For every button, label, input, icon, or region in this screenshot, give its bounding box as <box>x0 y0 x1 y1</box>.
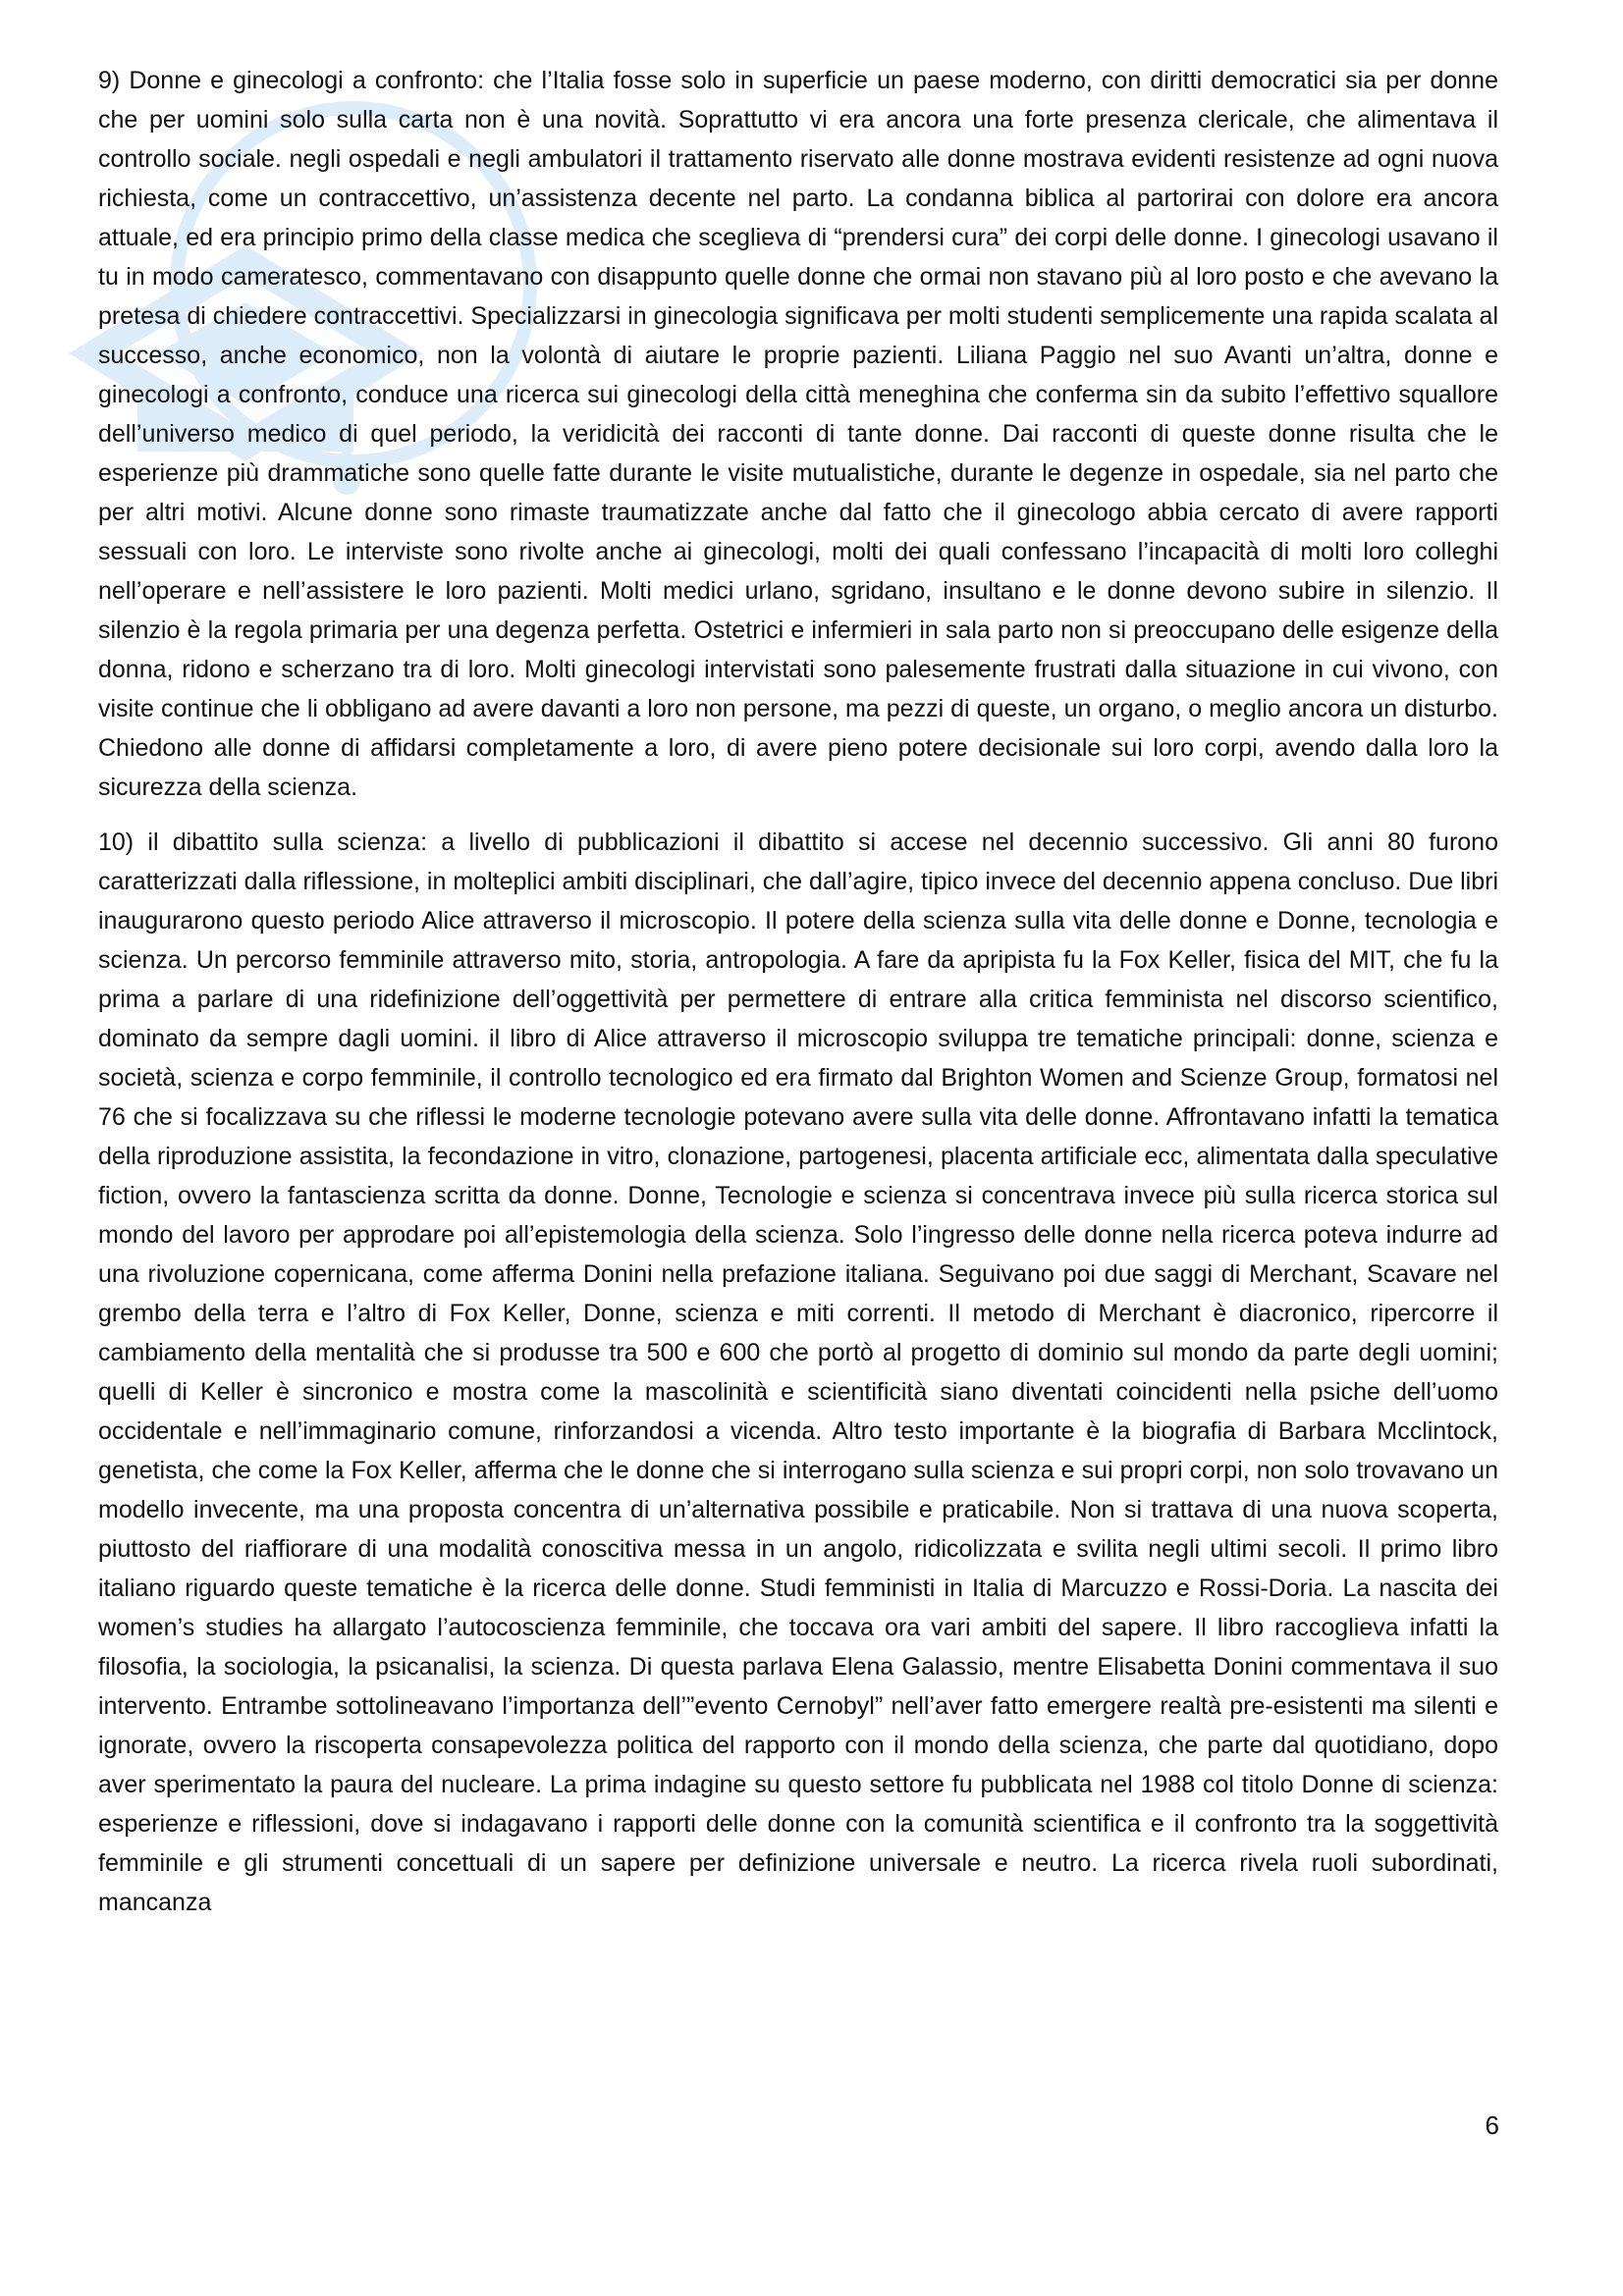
paragraph-10-dibattito-scienza: 10) il dibattito sulla scienza: a livello di pubblicazioni il dibattito si accese nel decennio successivo. Gli anni 80 furono caratterizzati dalla riflessione, in molteplici ambiti disciplinari, che dall’agire, tipico invece del decennio appena concluso. Due libri inaugurarono questo periodo Alice attraverso il microscopio. Il potere della scienza sulla vita delle donne e Donne, tecnologia e scienza. Un percorso femminile attraverso mito, storia, antropologia. A fare da apripista fu la Fox Keller, fisica del MIT, che fu la prima a parlare di una ridefinizione dell’oggettività per permettere di entrare alla critica femminista nel discorso scientifico, dominato da sempre dagli uomini. il libro di Alice attraverso il microscopio sviluppa tre tematiche principali: donne, scienza e società, scienza e corpo femminile, il controllo tecnologico ed era firmato dal Brighton Women and Scienze Group, formatosi nel 76 che si focalizzava su che riflessi le moderne tecnologie potevano avere sulla vita delle donne. Affrontavano infatti la tematica della riproduzione assistita, la fecondazione in vitro, clonazione, partogenesi, placenta artificiale ecc, alimentata dalla speculative fiction, ovvero la fantascienza scritta da donne. Donne, Tecnologie e scienza si concentrava invece più sulla ricerca storica sul mondo del lavoro per approdare poi all’epistemologia della scienza. Solo l’ingresso delle donne nella ricerca poteva indurre ad una rivoluzione copernicana, come afferma Donini nella prefazione italiana. Seguivano poi due saggi di Merchant, Scavare nel grembo della terra e l’altro di Fox Keller, Donne, scienza e miti correnti. Il metodo di Merchant è diacronico, ripercorre il cambiamento della mentalità che si produsse tra 500 e 600 che portò al progetto di dominio sul mondo da parte degli uomini; quelli di Keller è sincronico e mostra come la mascolinità e scientificità siano diventati coincidenti nella psiche dell’uomo occidentale e nell’immaginario comune, rinforzandosi a vicenda. Altro testo importante è la biografia di Barbara Mcclintock, genetista, che come la Fox Keller, afferma che le donne che si interrogano sulla scienza e sui propri corpi, non solo trovavano un modello invecente, ma una proposta concentra di un’alternativa possibile e praticabile. Non si trattava di una nuova scoperta, piuttosto del riaffiorare di una modalità conoscitiva messa in un angolo, ridicolizzata e svilita negli ultimi secoli. Il primo libro italiano riguardo queste tematiche è la ricerca delle donne. Studi femministi in Italia di Marcuzzo e Rossi-Doria. La nascita dei women’s studies ha allargato l’autocoscienza femminile, che toccava ora vari ambiti del sapere. Il libro raccoglieva infatti la filosofia, la sociologia, la psicanalisi, la scienza. Di questa parlava Elena Galassio, mentre Elisabetta Donini commentava il suo intervento. Entrambe sottolineavano l’importanza dell’”evento Cernobyl” nell’aver fatto emergere realtà pre-esistenti ma silenti e ignorate, ovvero la riscoperta consapevolezza politica del rapporto con il mondo della scienza, che parte dal quotidiano, dopo aver sperimentato la paura del nucleare. La prima indagine su questo settore fu pubblicata nel 1988 col titolo Donne di scienza: esperienze e riflessioni, dove si indagavano i rapporti delle donne con la comunità scientifica e il confronto tra la soggettività femminile e gli strumenti concettuali di un sapere per definizione universale e neutro. La ricerca rivela ruoli subordinati, mancanza <box>98 828 1498 1916</box>
document-body <box>98 61 1498 1938</box>
paragraph-9-ginecologi: 9) Donne e ginecologi a confronto: che l’Italia fosse solo in superficie un paese moderno, con diritti democratici sia per donne che per uomini solo sulla carta non è una novità. Soprattutto vi era ancora una forte presenza clericale, che alimentava il controllo sociale. negli ospedali e negli ambulatori il trattamento riservato alle donne mostrava evidenti resistenze ad ogni nuova richiesta, come un contraccettivo, un’assistenza decente nel parto. La condanna biblica al partorirai con dolore era ancora attuale, ed era principio primo della classe medica che sceglieva di “prendersi cura” dei corpi delle donne. I ginecologi usavano il tu in modo cameratesco, commentavano con disappunto quelle donne che ormai non stavano più al loro posto e che avevano la pretesa di chiedere contraccettivi. Specializzarsi in ginecologia significava per molti studenti semplicemente una rapida scalata al successo, anche economico, non la volontà di aiutare le proprie pazienti. Liliana Paggio nel suo Avanti un’altra, donne e ginecologi a confronto, conduce una ricerca sui ginecologi della città meneghina che conferma sin da subito l’effettivo squallore dell’universo medico di quel periodo, la veridicità dei racconti di tante donne. Dai racconti di queste donne risulta che le esperienze più drammatiche sono quelle fatte durante le visite mutualistiche, durante le degenze in ospedale, sia nel parto che per altri motivi. Alcune donne sono rimaste traumatizzate anche dal fatto che il ginecologo abbia cercato di avere rapporti sessuali con loro. Le interviste sono rivolte anche ai ginecologi, molti dei quali confessano l’incapacità di molti loro colleghi nell’operare e nell’assistere le loro pazienti. Molti medici urlano, sgridano, insultano e le donne devono subire in silenzio. Il silenzio è la regola primaria per una degenza perfetta. Ostetrici e infermieri in sala parto non si preoccupano delle esigenze della donna, ridono e scherzano tra di loro. Molti ginecologi intervistati sono palesemente frustrati dalla situazione in cui vivono, con visite continue che li obbligano ad avere davanti a loro non persone, ma pezzi di queste, un organo, o meglio ancora un disturbo. Chiedono alle donne di affidarsi completamente a loro, di avere pieno potere decisionale sui loro corpi, avendo dalla loro la sicurezza della scienza. <box>98 67 1498 801</box>
page-number: 6 <box>1485 2110 1499 2140</box>
